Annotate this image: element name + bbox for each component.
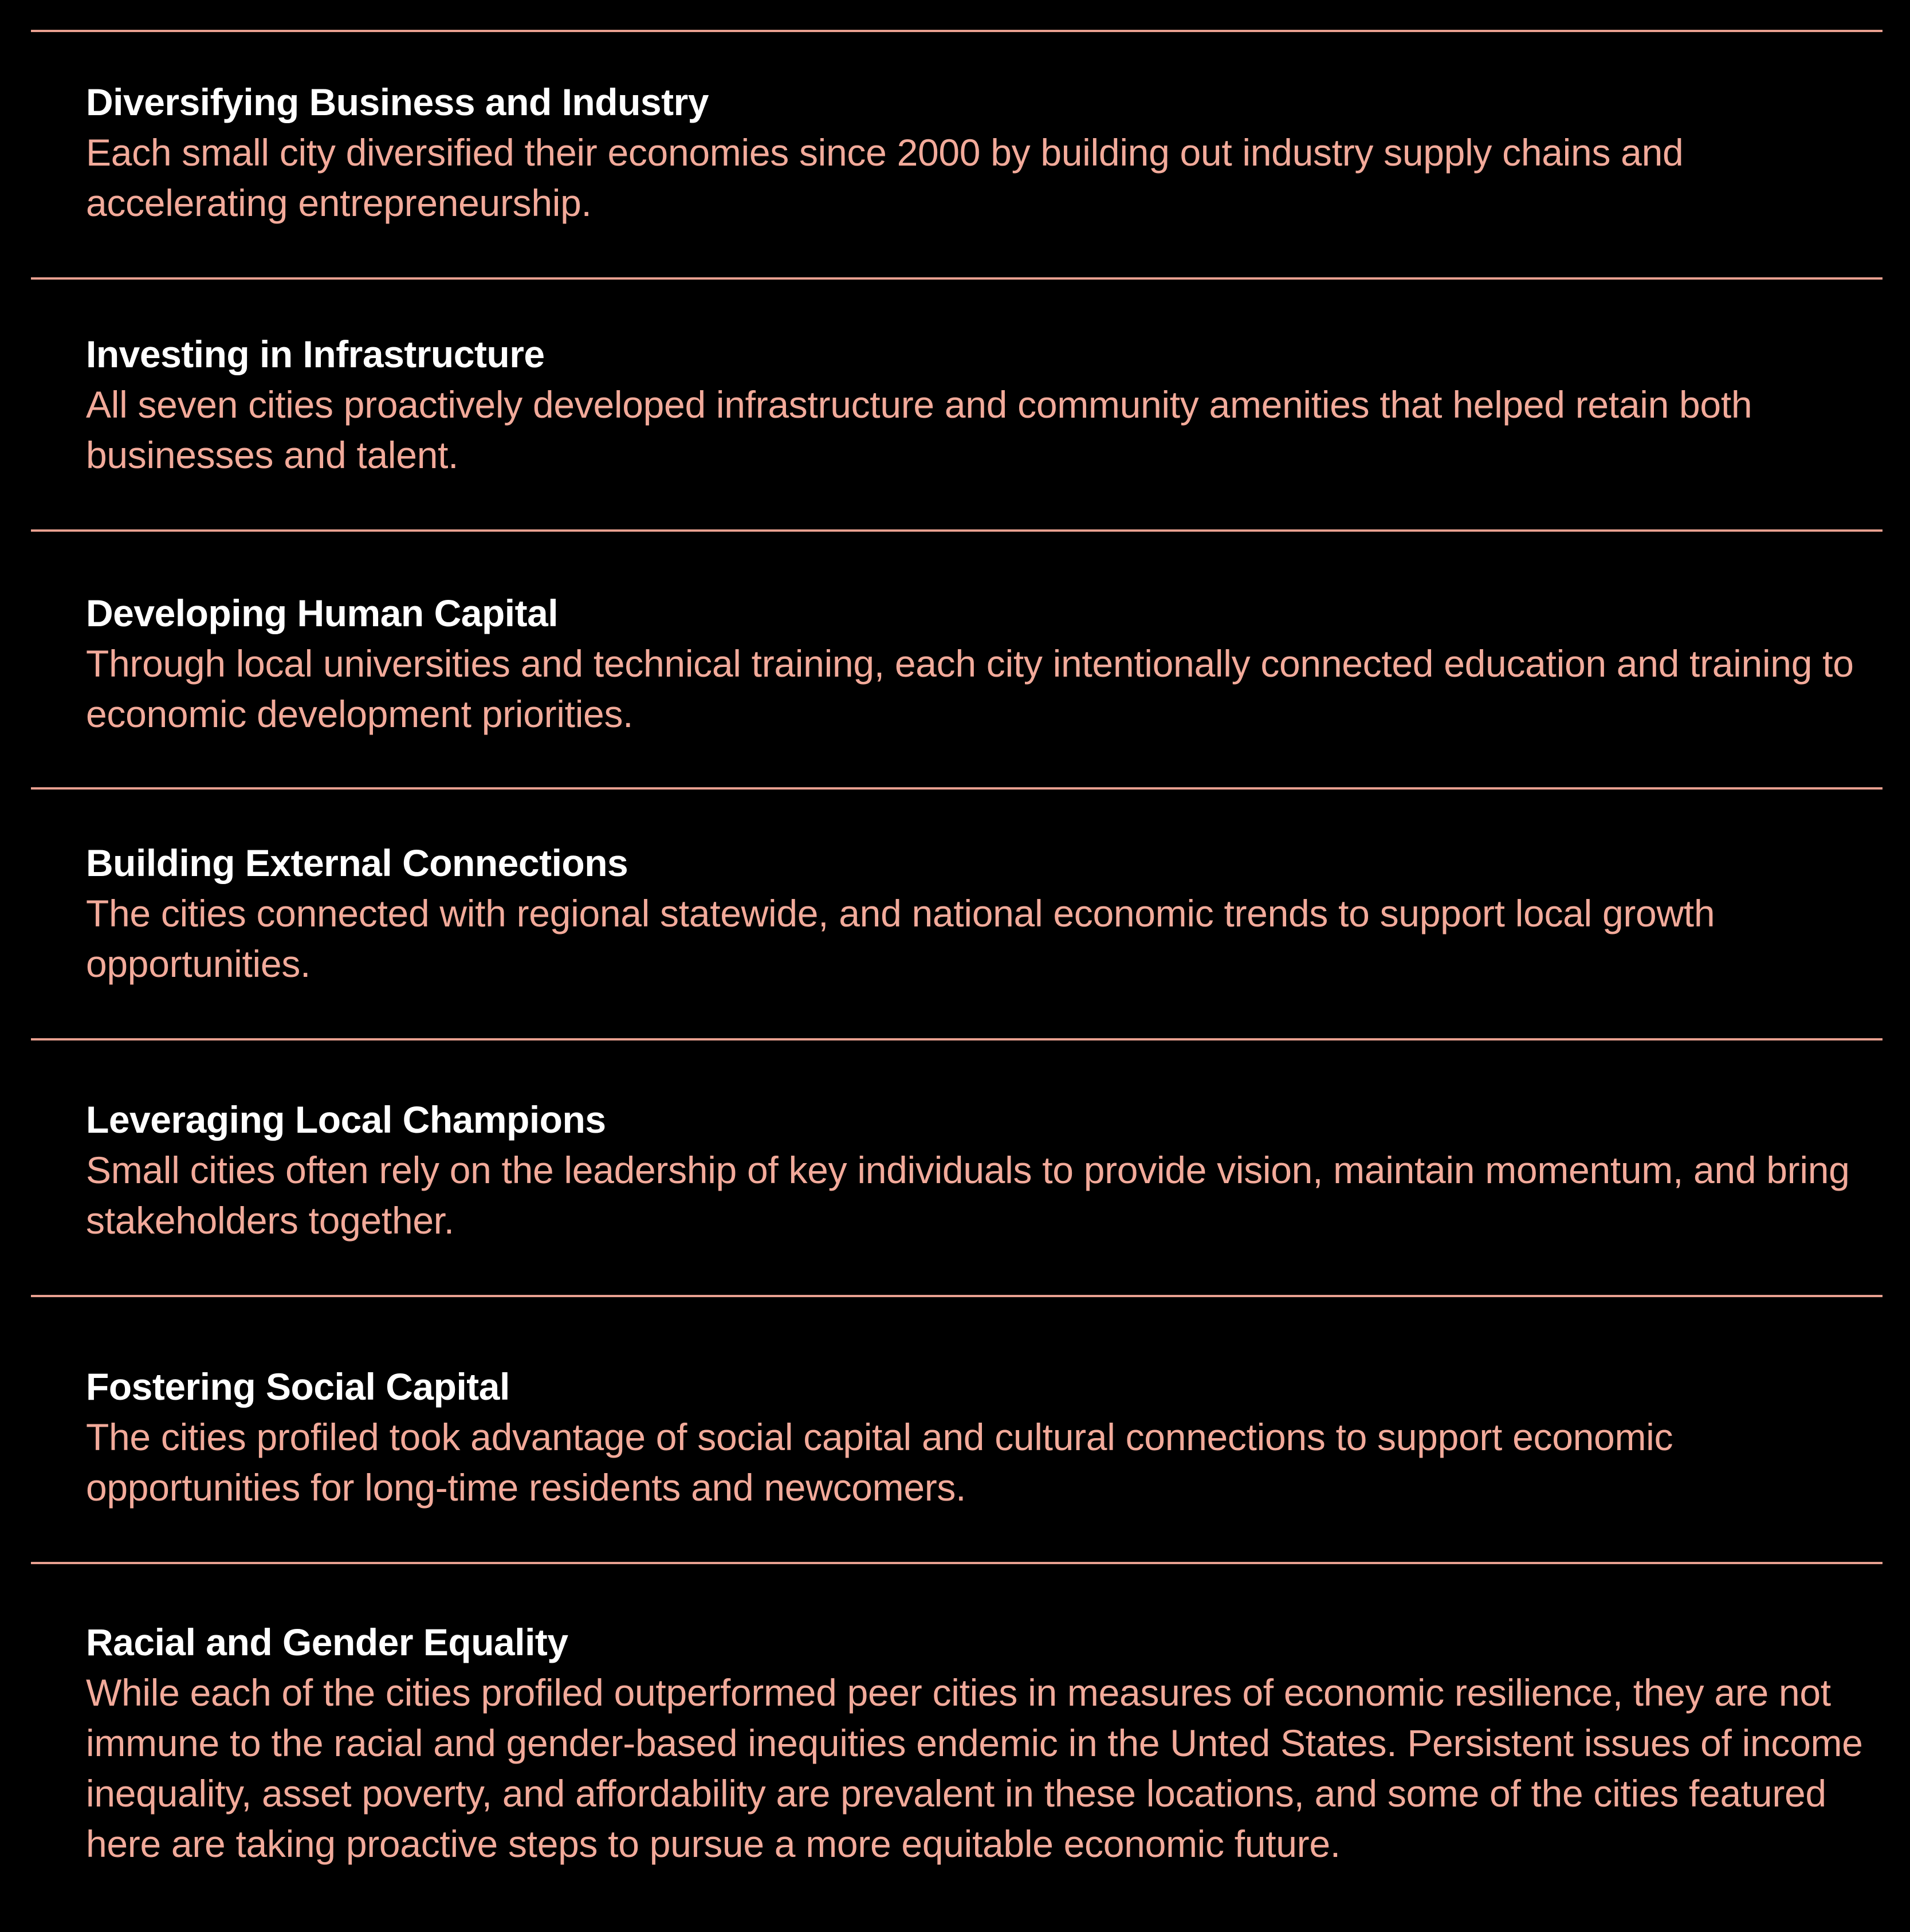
section-racial-gender-equality — [86, 1617, 1868, 1869]
section-body: The cities profiled took advantage of social capital and cultural connections to support economic opportunities for long-time residents and newcomers. — [86, 1416, 1673, 1509]
section-title: Racial and Gender Equality — [86, 1621, 568, 1663]
section-title: Fostering Social Capital — [86, 1365, 510, 1408]
section-social-capital — [86, 1361, 1868, 1513]
section-body: Through local universities and technical training, each city intentionally connected education and training to economic development priorities. — [86, 642, 1854, 735]
divider — [31, 1562, 1883, 1564]
section-diversifying-business — [86, 77, 1868, 228]
section-body: All seven cities proactively developed infrastructure and community amenities that helped retain both businesses and talent. — [86, 383, 1752, 476]
section-title: Leveraging Local Champions — [86, 1098, 606, 1141]
divider — [31, 787, 1883, 790]
section-title: Building External Connections — [86, 842, 628, 884]
divider — [31, 1295, 1883, 1297]
section-title: Developing Human Capital — [86, 592, 559, 634]
divider — [31, 277, 1883, 280]
section-human-capital — [86, 588, 1868, 739]
divider — [31, 30, 1883, 32]
section-external-connections — [86, 838, 1868, 989]
section-title: Investing in Infrastructure — [86, 333, 545, 375]
section-body: The cities connected with regional statewide, and national economic trends to support local growth opportunities. — [86, 892, 1715, 985]
section-body: Small cities often rely on the leadership of key individuals to provide vision, maintain momentum, and bring stakeholders together. — [86, 1149, 1850, 1242]
section-local-champions — [86, 1094, 1868, 1246]
section-body: While each of the cities profiled outperformed peer cities in measures of economic resilience, they are not immune to the racial and gender-based inequities endemic in the Unted States. Persistent issues of income inequality, asset poverty, and affordability are prevalent in these locations, and some of the cities featured here are taking proactive steps to pursue a more equitable economic future. — [86, 1671, 1863, 1865]
section-body: Each small city diversified their economies since 2000 by building out industry supply chains and accelerating entrepreneurship. — [86, 131, 1684, 224]
section-title: Diversifying Business and Industry — [86, 81, 709, 123]
divider — [31, 529, 1883, 532]
divider — [31, 1038, 1883, 1040]
section-investing-infrastructure — [86, 329, 1868, 480]
